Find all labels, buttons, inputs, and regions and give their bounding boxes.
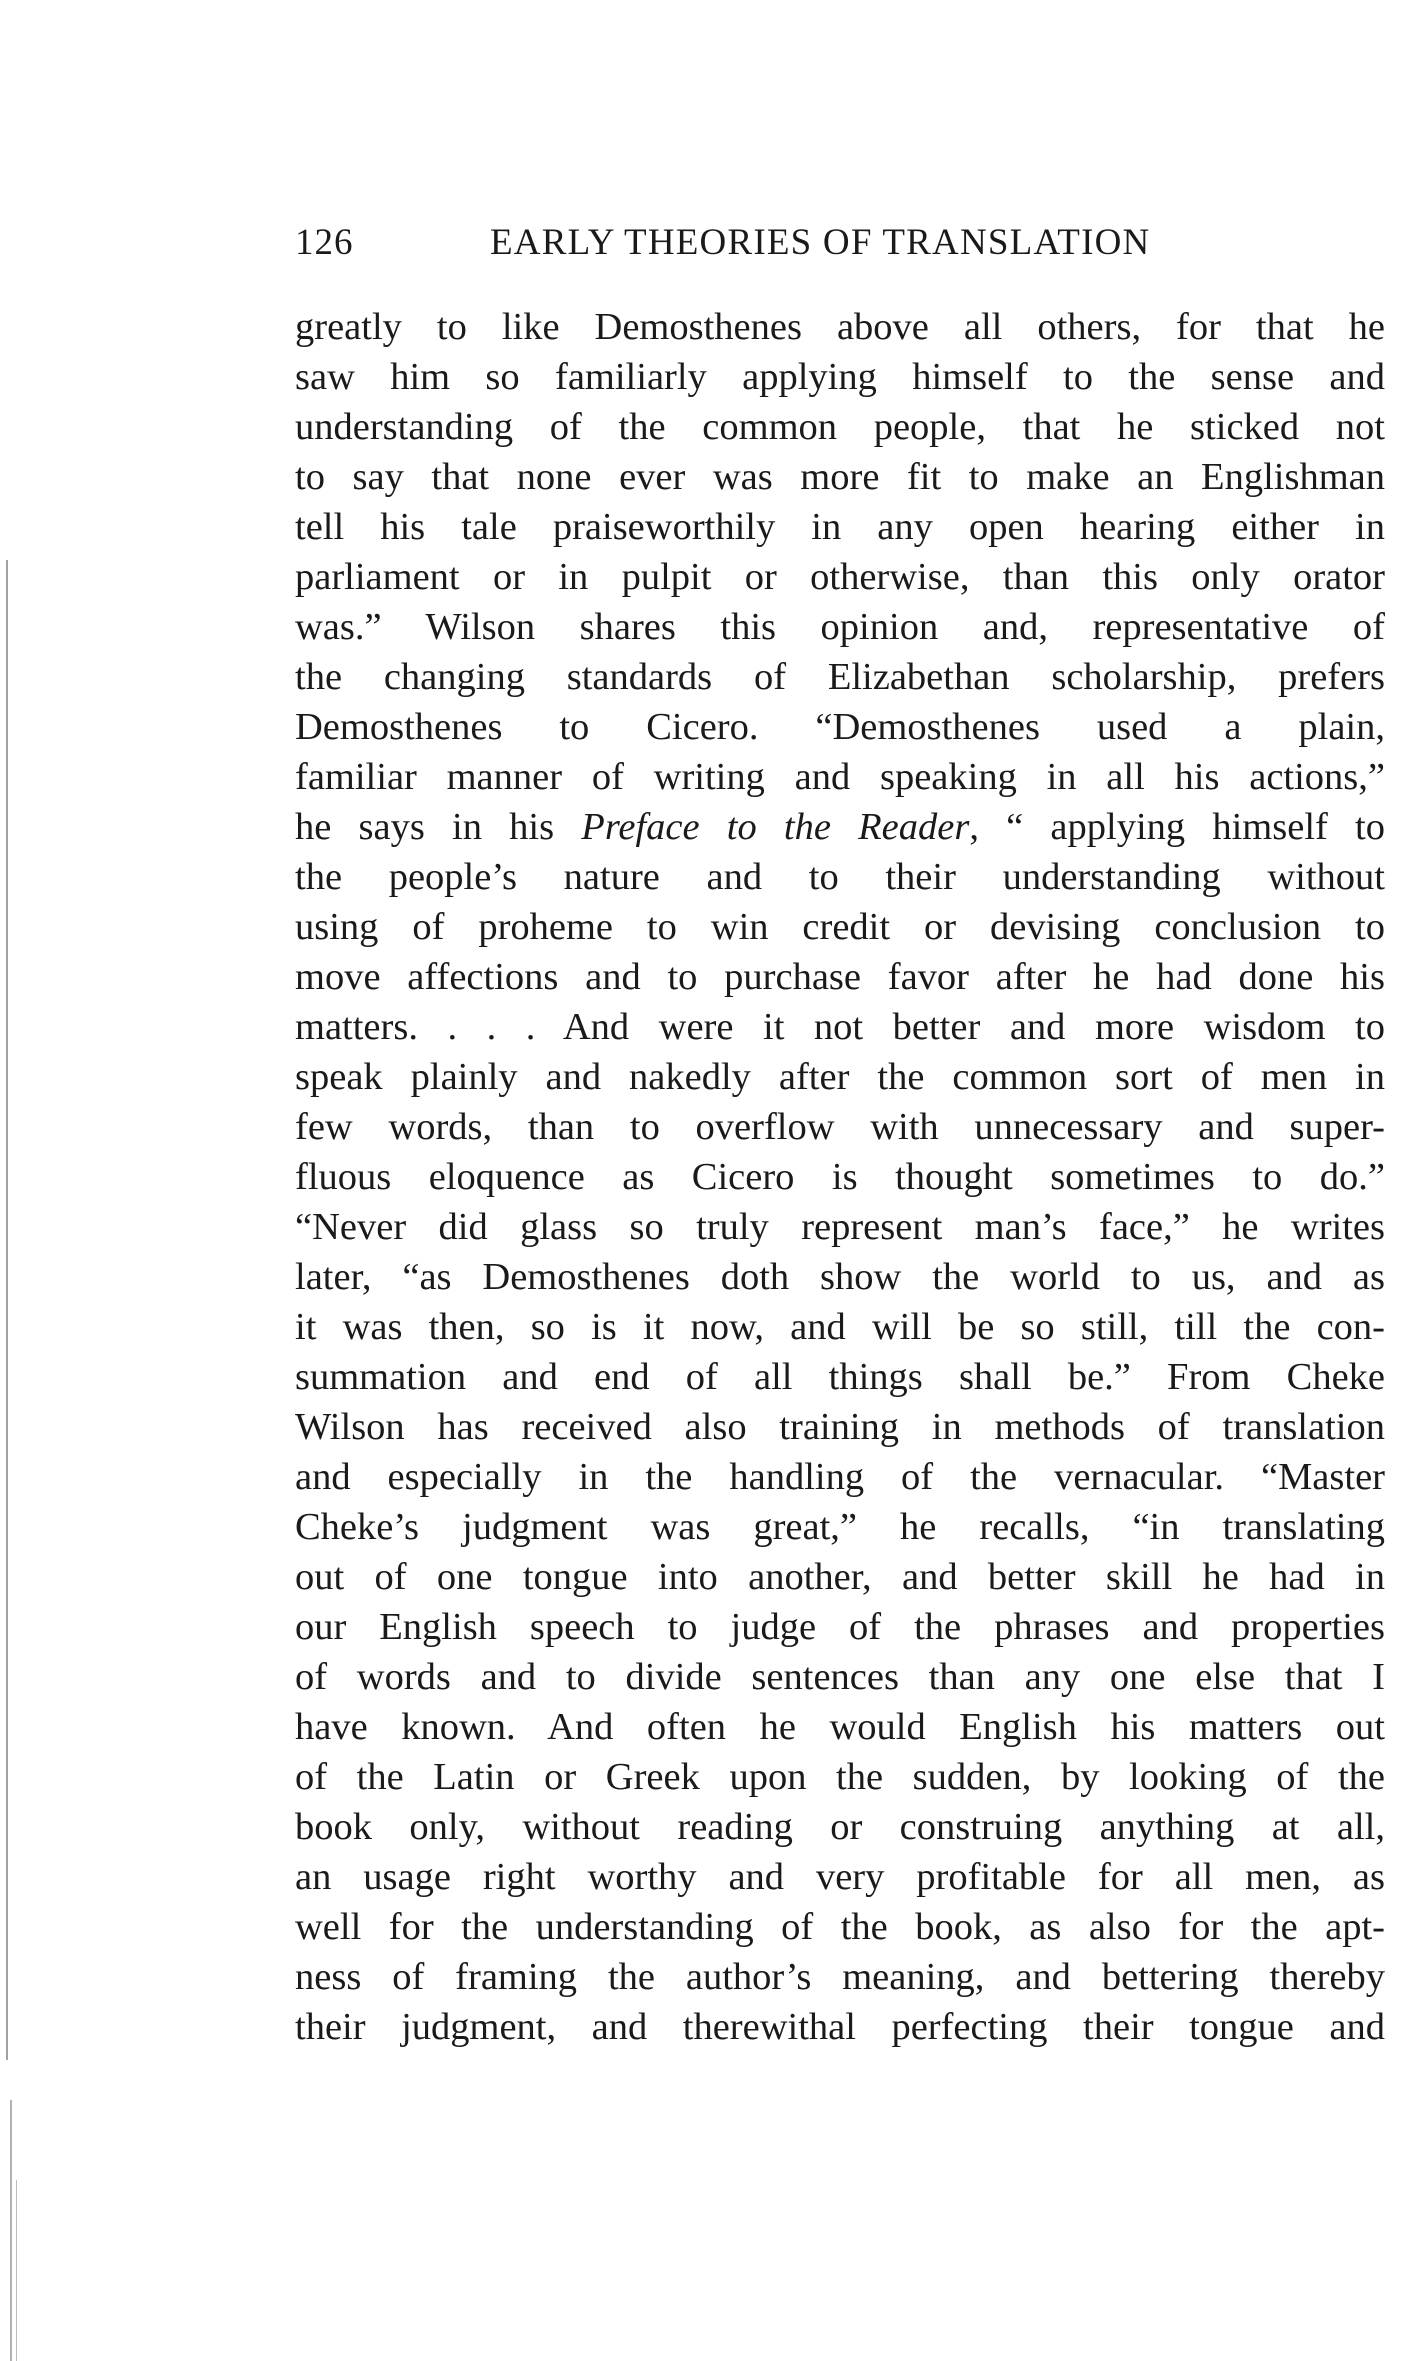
text-line: was.” Wilson shares this opinion and, representative of (295, 606, 1385, 648)
page-number: 126 (295, 222, 354, 263)
text-line: and especially in the handling of the vernacular. “Master (295, 1456, 1385, 1498)
text-line: parliament or in pulpit or otherwise, than this only orator (295, 556, 1385, 598)
text-line: tell his tale praiseworthily in any open hearing either in (295, 506, 1385, 548)
text-line: speak plainly and nakedly after the common sort of men in (295, 1056, 1385, 1098)
text-line: out of one tongue into another, and better skill he had in (295, 1556, 1385, 1598)
text-line: the people’s nature and to their understanding without (295, 856, 1385, 898)
line-text: , “ applying himself to (969, 806, 1385, 848)
text-line: matters. . . . And were it not better and more wisdom to (295, 1006, 1385, 1048)
text-line: to say that none ever was more fit to make an Englishman (295, 456, 1385, 498)
text-line: summation and end of all things shall be.” From Cheke (295, 1356, 1385, 1398)
text-line: have known. And often he would English his matters out (295, 1706, 1385, 1748)
text-line: Demosthenes to Cicero. “Demosthenes used a plain, (295, 706, 1385, 748)
text-line: using of proheme to win credit or devising conclusion to (295, 906, 1385, 948)
text-line: the changing standards of Elizabethan scholarship, prefers (295, 656, 1385, 698)
text-line: an usage right worthy and very profitable for all men, as (295, 1856, 1385, 1898)
text-line: ness of framing the author’s meaning, and bettering thereby (295, 1956, 1385, 1998)
text-line: of words and to divide sentences than any one else that I (295, 1656, 1385, 1698)
text-line: book only, without reading or construing anything at all, (295, 1806, 1385, 1848)
text-line-with-title (295, 802, 1385, 852)
text-line: Cheke’s judgment was great,” he recalls, “in translating (295, 1506, 1385, 1548)
text-line: saw him so familiarly applying himself to the sense and (295, 356, 1385, 398)
text-line: greatly to like Demosthenes above all others, for that he (295, 306, 1385, 348)
scan-edge-shadow (6, 560, 8, 2060)
text-line: understanding of the common people, that he sticked not (295, 406, 1385, 448)
text-line: few words, than to overflow with unnecessary and super- (295, 1106, 1385, 1148)
text-line: “Never did glass so truly represent man’s face,” he writes (295, 1206, 1385, 1248)
body-text (295, 302, 1385, 2052)
text-line: our English speech to judge of the phrases and properties (295, 1606, 1385, 1648)
text-line: move affections and to purchase favor after he had done his (295, 956, 1385, 998)
running-title: EARLY THEORIES OF TRANSLATION (490, 222, 1151, 263)
text-line: their judgment, and therewithal perfecting their tongue and (295, 2006, 1385, 2048)
text-line: later, “as Demosthenes doth show the world to us, and as (295, 1256, 1385, 1298)
page-header (295, 218, 1385, 268)
book-title-italic: Preface to the Reader (581, 806, 970, 848)
text-line: fluous eloquence as Cicero is thought sometimes to do.” (295, 1156, 1385, 1198)
text-line: Wilson has received also training in methods of translation (295, 1406, 1385, 1448)
text-line: well for the understanding of the book, as also for the apt- (295, 1906, 1385, 1948)
text-line: of the Latin or Greek upon the sudden, by looking of the (295, 1756, 1385, 1798)
scan-edge-shadow (16, 2180, 17, 2361)
text-line: it was then, so is it now, and will be so still, till the con- (295, 1306, 1385, 1348)
text-line: familiar manner of writing and speaking in all his actions,” (295, 756, 1385, 798)
line-text: he says in his (295, 806, 582, 848)
scan-edge-shadow (10, 2100, 12, 2361)
